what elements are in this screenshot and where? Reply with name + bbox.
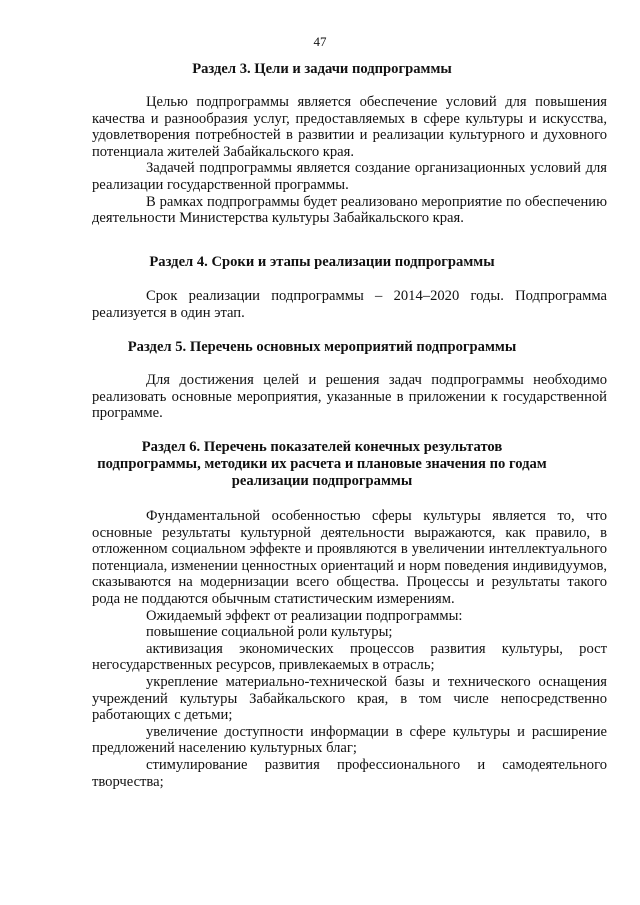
heading-line: подпрограммы, методики их расчета и плановые значения по годам [97, 456, 547, 472]
section-5-heading: Раздел 5. Перечень основных мероприятий подпрограммы [127, 339, 517, 355]
paragraph: В рамках подпрограммы будет реализовано мероприятие по обеспечению деятельности Министерства культуры Забайкальского края. [92, 193, 607, 227]
paragraph: Срок реализации подпрограммы – 2014–2020 годы. Подпрограмма реализуется в один этап. [92, 288, 607, 321]
page-number: 47 [313, 34, 327, 49]
section-3-heading: Раздел 3. Цели и задачи подпрограммы [192, 61, 452, 77]
section-4-heading: Раздел 4. Сроки и этапы реализации подпрограммы [149, 254, 495, 270]
paragraph: Целью подпрограммы является обеспечение условий для повышения качества и разнообразия услуг, предоставляемых в сфере культуры и искусства, удовлетворения потребностей в развитии и реализации культурного и духовного потенциала жителей Забайкальского края. [92, 94, 607, 160]
heading-line: Раздел 6. Перечень показателей конечных результатов [141, 439, 503, 455]
paragraph: увеличение доступности информации в сфере культуры и расширение предложений населению культурных благ; [92, 723, 607, 757]
section-4-body [92, 288, 607, 321]
paragraph: Для достижения целей и решения задач подпрограммы необходимо реализовать основные мероприятия, указанные в приложении к государственной программе. [92, 372, 607, 422]
section-5-body [92, 372, 607, 422]
paragraph: Фундаментальной особенностью сферы культуры является то, что основные результаты культурной деятельности выражаются, как правило, в отложенном социальном эффекте и проявляются в увеличении интеллектуального потенциала, изменении ценностных ориентаций и норм поведения индивидуумов, сказываются на модернизации всего общества. Процессы и результаты такого рода не поддаются обычным статистическим измерениям. [92, 508, 607, 607]
paragraph: Ожидаемый эффект от реализации подпрограммы: [146, 607, 463, 624]
section-6-body [92, 508, 607, 790]
paragraph: активизация экономических процессов развития культуры, рост негосударственных ресурсов, привлекаемых в отрасль; [92, 640, 607, 674]
section-6-heading [92, 439, 552, 490]
paragraph: укрепление материально-технической базы и технического оснащения учреждений культуры Забайкальского края, в том числе непосредственно работающих с детьми; [92, 673, 607, 724]
paragraph: Задачей подпрограммы является создание организационных условий для реализации государственной программы. [92, 160, 607, 193]
section-3-body [92, 94, 607, 227]
paragraph: стимулирование развития профессионального и самодеятельного творчества; [92, 756, 607, 790]
paragraph: повышение социальной роли культуры; [146, 624, 393, 641]
heading-line: реализации подпрограммы [231, 473, 413, 489]
